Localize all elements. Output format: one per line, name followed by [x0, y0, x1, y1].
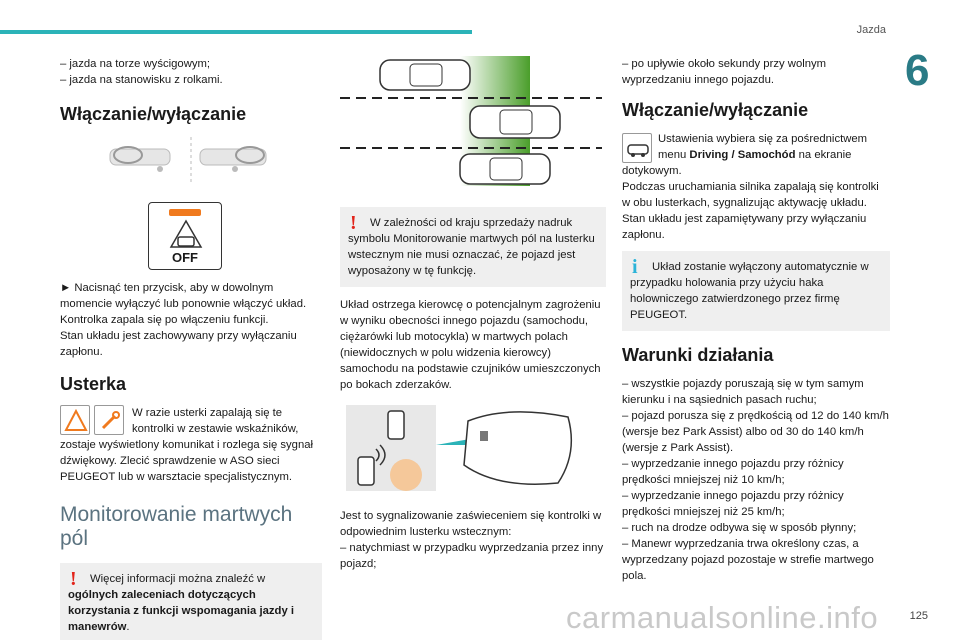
indicator-led	[169, 209, 201, 216]
heading-blind-spot: Monitorowanie martwych pól	[60, 503, 293, 550]
wrench-icon	[94, 405, 124, 435]
heading-onoff: Włączanie/wyłączanie	[60, 104, 247, 124]
body-text: Stan układu jest zachowywany przy wyłączaniu zapłonu.	[60, 330, 297, 358]
dashboard-location-illustration	[60, 135, 322, 195]
car-icon	[388, 411, 404, 439]
list-item: – pojazd porusza się z prędkością od 12 do 140 km/h (wersje bez Park Assist) albo od 30 do 140 km/h (wersje z Park Assist).	[622, 410, 889, 454]
list-item: – jazda na stanowisku z rolkami.	[60, 74, 223, 86]
steering-wheel-icon	[110, 147, 170, 172]
watermark: carmanualsonline.info	[566, 600, 879, 635]
mirror-indicator-illustration	[340, 401, 606, 497]
car-icon	[358, 457, 374, 485]
column-3	[622, 56, 890, 584]
warning-triangle-icon	[60, 405, 90, 435]
list-item: – po upływie około sekundy przy wolnym wyprzedzaniu innego pojazdu.	[622, 58, 827, 86]
body-text: Kontrolka zapala się po włączeniu funkcji.	[60, 314, 269, 326]
body-text: Układ ostrzega kierowcę o potencjalnym zagrożeniu w wyniku obecności innego pojazdu (samochodu, ciężarówki lub motocykla) w martwych polach (niewidocznych w polu widzenia kierowcy) samochodu na podstawie czujników umieszczonych po bokach zderzaków.	[340, 299, 601, 391]
car-icon	[460, 154, 550, 184]
car-icon	[380, 60, 470, 90]
list-item: – wszystkie pojazdy poruszają się w tym samym kierunku i na sąsiednich pasach ruchu;	[622, 378, 864, 406]
warning-light	[390, 459, 422, 491]
info-note: ! Więcej informacji można znaleźć w ogólnych zaleceniach dotyczących korzystania z funkcji wspomagania jazdy i manewrów.	[60, 563, 322, 640]
body-text: Jest to sygnalizowanie zaświeceniem się kontrolki w odpowiednim lusterku wstecznym:	[340, 510, 602, 538]
blind-spot-off-button[interactable]	[148, 202, 222, 270]
chapter-number: 6	[905, 46, 930, 95]
info-note: i Układ zostanie wyłączony automatycznie w przypadku holowania przy użyciu haka holowniczego zatwierdzonego przez firmę PEUGEOT.	[622, 251, 890, 331]
heading-conditions: Warunki działania	[622, 345, 774, 365]
car-settings-icon	[622, 133, 652, 163]
instruction-text: ► Nacisnąć ten przycisk, aby w dowolnym momencie wyłączyć lub ponownie włączyć układ.	[60, 282, 307, 310]
column-1	[60, 56, 322, 640]
info-icon: i	[632, 256, 638, 278]
off-label: OFF	[172, 250, 198, 265]
column-2	[340, 56, 606, 572]
body-text: Stan układu jest zapamiętywany przy wyłączaniu zapłonu.	[622, 213, 867, 241]
side-mirror-icon	[464, 412, 571, 484]
list-item: – natychmiast w przypadku wyprzedzania przez inny pojazd;	[340, 542, 604, 570]
body-text: Podczas uruchamiania silnika zapalają się kontrolki w obu lusterkach, sygnalizując aktywację układu.	[622, 181, 879, 209]
warning-note: ! W zależności od kraju sprzedaży nadruk symbolu Monitorowanie martwych pól na lusterku wstecznym nie musi oznaczać, że pojazd jest wyposażony w tę funkcję.	[340, 207, 606, 287]
warning-icon: !	[70, 568, 77, 590]
heading-fault: Usterka	[60, 374, 127, 394]
list-item: – wyprzedzanie innego pojazdu przy różnicy prędkości mniejszej niż 10 km/h;	[622, 458, 844, 486]
section-title: Jazda	[856, 24, 886, 36]
page-number: 125	[909, 610, 928, 622]
blind-spot-zone-diagram	[340, 56, 606, 190]
header-accent-bar	[0, 30, 472, 34]
car-icon	[470, 106, 560, 138]
settings-block: Ustawienia wybiera się za pośrednictwem menu Driving / Samochód na ekranie dotykowym.	[622, 133, 868, 177]
list-item: – Manewr wyprzedzania trwa określony czas, a wyprzedzany pojazd pozostaje w strefie martwego pola.	[622, 538, 874, 582]
heading-onoff-2: Włączanie/wyłączanie	[622, 100, 809, 120]
fault-block	[60, 405, 322, 485]
list-item: – wyprzedzanie innego pojazdu przy różnicy prędkości mniejszej niż 25 km/h;	[622, 490, 844, 518]
steering-wheel-icon	[200, 147, 266, 172]
list-item: – ruch na drodze odbywa się w sposób płynny;	[622, 522, 857, 534]
warning-icon: !	[350, 212, 357, 234]
list-item: – jazda na torze wyścigowym;	[60, 58, 211, 70]
fault-text: W razie usterki zapalają się te kontrolki w zestawie wskaźników, zostaje wyświetlony komunikat i rozlega się sygnał dźwiękowy. Zlecić sprawdzenie w ASO sieci PEUGEOT lub w warsztacie specjalistycznym.	[60, 407, 314, 483]
